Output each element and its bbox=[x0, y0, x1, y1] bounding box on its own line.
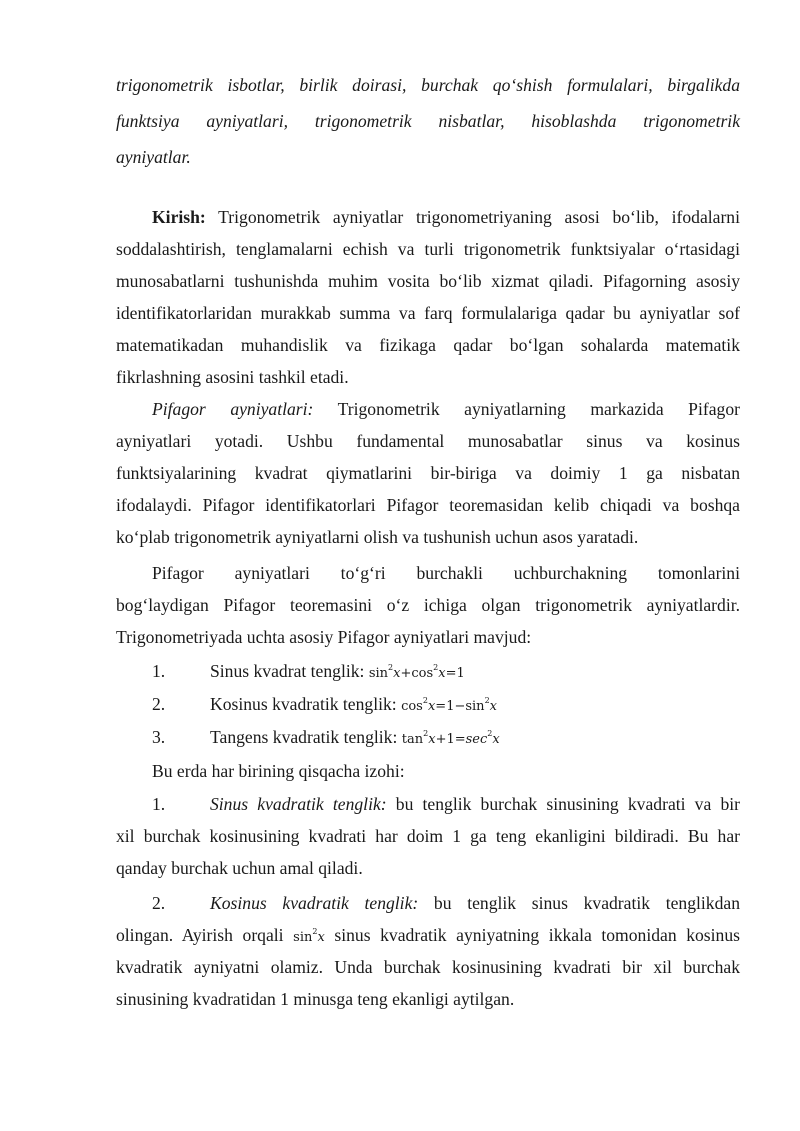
pifagor-line-1-text: Trigonometrik ayniyatlarning markazida Pifagor bbox=[313, 399, 740, 419]
explain-2-line-1 bbox=[210, 888, 740, 918]
pifagor-line-3: funktsiyalarining kvadrat qiymatlarini bir-biriga va doimiy 1 ga nisbatan bbox=[116, 463, 740, 483]
explain-2-line-3: kvadratik ayniyatni olamiz. Unda burchak kosinusining kvadrati bir xil burchak bbox=[116, 957, 740, 977]
intro-line-2: soddalashtirish, tenglamalarni echish va turli trigonometrik funktsiyalar o‘rtasidagi bbox=[116, 239, 740, 259]
intro-line-6: fikrlashning asosini tashkil etadi. bbox=[116, 367, 349, 387]
explain-intro: Bu erda har birining qisqacha izohi: bbox=[152, 761, 405, 781]
identity-2-formula: $\cos^2x=1-\sin^2x$ bbox=[401, 696, 497, 714]
explain-1-line-1-text: bu tenglik burchak sinusining kvadrati va bir bbox=[386, 794, 740, 814]
explain-1-line-3: qanday burchak uchun amal qiladi. bbox=[116, 858, 363, 878]
identity-2-label: Kosinus kvadratik tenglik: bbox=[210, 694, 402, 714]
explain-2-term: Kosinus kvadratik tenglik: bbox=[210, 893, 419, 913]
identity-3-formula: $\tan^2x+1=\sec^2x$ bbox=[401, 729, 500, 747]
explain-1-line-1 bbox=[210, 789, 740, 819]
intro-line-3: munosabatlarni tushunishda muhim vosita bo‘lib xizmat qiladi. Pifagorning asosiy bbox=[116, 271, 740, 291]
explain-1-line-2: xil burchak kosinusining kvadrati har doim 1 ga teng ekanligini bildiradi. Bu har bbox=[116, 826, 740, 846]
keywords-line-2: funktsiya ayniyatlari, trigonometrik nisbatlar, hisoblashda trigonometrik bbox=[116, 111, 740, 131]
identity-1-label: Sinus kvadrat tenglik: bbox=[210, 661, 369, 681]
intro-line-5: matematikadan muhandislik va fizikaga qadar bo‘lgan sohalarda matematik bbox=[116, 335, 740, 355]
intro-line-4: identifikatorlaridan murakkab summa va farq formulalariga qadar bu ayniyatlar sof bbox=[116, 303, 740, 323]
para2-line-1: Pifagor ayniyatlari to‘g‘ri burchakli uchburchakning tomonlarini bbox=[152, 563, 740, 583]
explain-2-line-4: sinusining kvadratidan 1 minusga teng ekanligi aytilgan. bbox=[116, 989, 515, 1009]
intro-line-1 bbox=[152, 202, 740, 232]
identity-1 bbox=[210, 656, 465, 686]
explain-2-formula: $\sin^2x$ bbox=[293, 927, 325, 945]
explain-2-line-1-text: bu tenglik sinus kvadratik tenglikdan bbox=[418, 893, 740, 913]
para2-line-2: bog‘laydigan Pifagor teoremasini o‘z ichiga olgan trigonometrik ayniyatlardir. bbox=[116, 595, 740, 615]
identity-1-formula: $\sin^2x+\cos^2x=1$ bbox=[368, 663, 465, 681]
pifagor-line-2: ayniyatlari yotadi. Ushbu fundamental munosabatlar sinus va kosinus bbox=[116, 431, 740, 451]
pifagor-heading: Pifagor ayniyatlari: bbox=[152, 399, 314, 419]
intro-heading: Kirish: bbox=[152, 207, 206, 227]
pifagor-line-4: ifodalaydi. Pifagor identifikatorlari Pifagor teoremasidan kelib chiqadi va boshqa bbox=[116, 495, 740, 515]
keywords-line-1: trigonometrik isbotlar, birlik doirasi, burchak qo‘shish formulalari, birgalikda bbox=[116, 75, 740, 95]
explain-2-line-2-post: sinus kvadratik ayniyatning ikkala tomonidan kosinus bbox=[324, 925, 740, 945]
explain-1-term: Sinus kvadratik tenglik: bbox=[210, 794, 387, 814]
pifagor-line-1 bbox=[152, 394, 740, 424]
pifagor-line-5: ko‘plab trigonometrik ayniyatlarni olish va tushunish uchun asos yaratadi. bbox=[116, 527, 639, 547]
para2-line-3: Trigonometriyada uchta asosiy Pifagor ayniyatlari mavjud: bbox=[116, 627, 532, 647]
identity-3-label: Tangens kvadratik tenglik: bbox=[210, 727, 402, 747]
explain-2-line-2-pre: olingan. Ayirish orqali bbox=[116, 925, 294, 945]
identity-2 bbox=[210, 689, 497, 719]
identity-3-number: 3. bbox=[152, 727, 166, 747]
explain-2-line-2 bbox=[116, 920, 740, 950]
explain-2-number: 2. bbox=[152, 893, 166, 913]
identity-3 bbox=[210, 722, 500, 752]
identity-1-number: 1. bbox=[152, 661, 166, 681]
identity-2-number: 2. bbox=[152, 694, 166, 714]
explain-1-number: 1. bbox=[152, 794, 166, 814]
keywords-line-3: ayniyatlar. bbox=[116, 147, 191, 167]
intro-line-1-text: Trigonometrik ayniyatlar trigonometriyaning asosi bo‘lib, ifodalarni bbox=[205, 207, 740, 227]
